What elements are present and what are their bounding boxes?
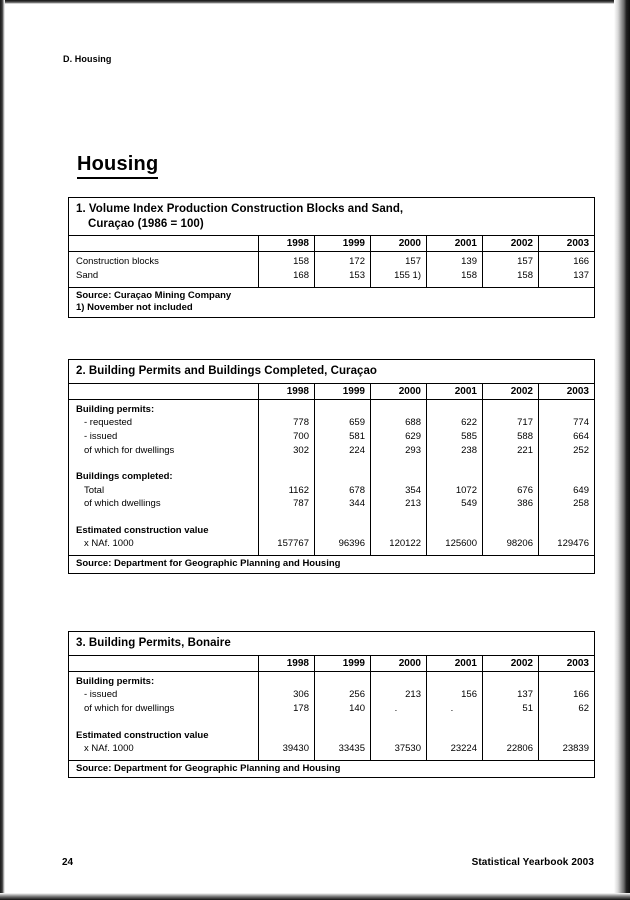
table-row-label: Total xyxy=(84,484,105,496)
table-cell: 158 xyxy=(517,270,533,282)
table-row xyxy=(69,430,258,444)
table-cell: 140 xyxy=(349,702,365,714)
table-cell xyxy=(371,403,426,417)
table-cell xyxy=(483,524,538,538)
table-2-year-header-1998: 1998 xyxy=(259,383,315,399)
table-2-title-line1: 2. Building Permits and Buildings Completed, Curaçao xyxy=(76,365,377,377)
section-header: D. Housing xyxy=(63,54,112,64)
table-cell xyxy=(539,403,594,417)
table-cell: 158 xyxy=(293,256,309,268)
table-1-header-corner xyxy=(69,236,259,252)
table-cell: 156 xyxy=(461,689,477,701)
table-row xyxy=(69,470,258,484)
table-cell: 125600 xyxy=(445,538,477,550)
table-1-year-header-2001: 2001 xyxy=(427,236,483,252)
table-1-label-column xyxy=(69,252,259,287)
table-cell xyxy=(259,511,314,524)
table-cell xyxy=(427,675,482,689)
table-cell: 51 xyxy=(522,702,533,714)
table-cell: 153 xyxy=(349,270,365,282)
table-3-title-line1: 3. Building Permits, Bonaire xyxy=(76,637,231,649)
table-cell xyxy=(371,524,426,538)
table-cell xyxy=(427,524,482,538)
table-cell: 23224 xyxy=(450,743,477,755)
table-cell xyxy=(483,457,538,470)
table-cell: 256 xyxy=(349,689,365,701)
table-cell xyxy=(315,716,370,729)
table-cell: 39430 xyxy=(282,743,309,755)
table-row xyxy=(69,524,258,538)
table-cell: 213 xyxy=(405,498,421,510)
table-cell xyxy=(371,716,426,729)
table-row-label: Buildings completed: xyxy=(76,471,173,483)
table-1-footnote-text: 1) November not included xyxy=(76,302,193,314)
table-1-value-column-1998 xyxy=(259,252,315,287)
table-1-title-line1: 1. Volume Index Production Construction Blocks and Sand, xyxy=(76,203,404,215)
table-2-value-column-2003 xyxy=(539,399,595,555)
table-3-source xyxy=(69,760,595,778)
table-cell: 386 xyxy=(517,498,533,510)
table-cell xyxy=(483,675,538,689)
table-cell xyxy=(371,729,426,743)
table-2-year-header-1999: 1999 xyxy=(315,383,371,399)
table-cell xyxy=(483,729,538,743)
table-cell: 224 xyxy=(349,444,365,456)
table-1-title-line2: Curaçao (1986 = 100) xyxy=(88,217,204,230)
table-2-value-column-2001 xyxy=(427,399,483,555)
table-row-label: of which for dwellings xyxy=(84,702,175,714)
table-1-year-header-1998: 1998 xyxy=(259,236,315,252)
table-cell xyxy=(539,716,594,729)
table-2-value-column-2000 xyxy=(371,399,427,555)
table-1-year-header-2003: 2003 xyxy=(539,236,595,252)
table-cell xyxy=(427,457,482,470)
table-cell: 676 xyxy=(517,484,533,496)
table-cell: 293 xyxy=(405,444,421,456)
table-row-label: - issued xyxy=(84,689,118,701)
table-cell: 688 xyxy=(405,417,421,429)
table-cell: 306 xyxy=(293,689,309,701)
table-row-label: Construction blocks xyxy=(76,256,159,268)
table-cell xyxy=(539,511,594,524)
table-row xyxy=(69,675,258,689)
table-3-value-column-1998 xyxy=(259,671,315,760)
table-3-source-text: Source: Department for Geographic Planning and Housing xyxy=(76,762,341,774)
table-cell: 1072 xyxy=(455,484,477,496)
table-cell: 664 xyxy=(573,430,589,442)
table-cell: 22806 xyxy=(506,743,533,755)
footer-page-number: 24 xyxy=(62,857,74,868)
table-cell: 588 xyxy=(517,430,533,442)
table-row xyxy=(69,497,258,511)
table-3-year-header-2001: 2001 xyxy=(427,655,483,671)
table-cell: 659 xyxy=(349,417,365,429)
table-cell xyxy=(427,716,482,729)
table-cell: . xyxy=(394,702,398,714)
table-cell xyxy=(315,511,370,524)
table-1-year-header-1999: 1999 xyxy=(315,236,371,252)
table-cell xyxy=(259,457,314,470)
table-1-year-header-2000: 2000 xyxy=(371,236,427,252)
table-cell xyxy=(315,675,370,689)
table-cell: 139 xyxy=(461,256,477,268)
table-row-label: Estimated construction value xyxy=(76,524,209,536)
table-cell: 252 xyxy=(573,444,589,456)
table-cell: 98206 xyxy=(506,538,533,550)
table-cell: 678 xyxy=(349,484,365,496)
table-cell xyxy=(259,675,314,689)
table-cell xyxy=(259,470,314,484)
table-cell: 168 xyxy=(293,270,309,282)
table-1 xyxy=(68,197,595,318)
table-cell xyxy=(315,470,370,484)
table-row xyxy=(69,457,258,470)
table-3-value-column-2002 xyxy=(483,671,539,760)
table-1-value-column-2002 xyxy=(483,252,539,287)
table-cell xyxy=(539,470,594,484)
table-cell: 778 xyxy=(293,417,309,429)
table-3-value-column-2003 xyxy=(539,671,595,760)
table-cell: 157 xyxy=(405,256,421,268)
table-cell: . xyxy=(450,702,454,714)
table-3-value-column-2000 xyxy=(371,671,427,760)
table-3-value-column-2001 xyxy=(427,671,483,760)
table-cell xyxy=(539,675,594,689)
table-cell xyxy=(539,457,594,470)
table-row xyxy=(69,742,258,756)
table-1-value-column-2001 xyxy=(427,252,483,287)
table-cell xyxy=(427,511,482,524)
table-cell: 581 xyxy=(349,430,365,442)
table-cell xyxy=(259,729,314,743)
table-3 xyxy=(68,631,595,778)
table-row-label: x NAf. 1000 xyxy=(84,743,134,755)
table-cell: 302 xyxy=(293,444,309,456)
table-1-value-column-1999 xyxy=(315,252,371,287)
table-1-source-text: Source: Curaçao Mining Company xyxy=(76,289,232,301)
table-2-year-header-2002: 2002 xyxy=(483,383,539,399)
table-cell xyxy=(483,403,538,417)
table-3-year-header-2002: 2002 xyxy=(483,655,539,671)
table-row-label: - requested xyxy=(84,417,133,429)
table-cell xyxy=(315,457,370,470)
table-1-source xyxy=(69,287,595,317)
table-cell xyxy=(371,675,426,689)
table-3-title xyxy=(69,632,595,656)
table-cell: 137 xyxy=(517,689,533,701)
table-row-label: Sand xyxy=(76,270,99,282)
table-cell: 774 xyxy=(573,417,589,429)
table-row-label: x NAf. 1000 xyxy=(84,538,134,550)
table-cell: 166 xyxy=(573,256,590,268)
table-cell xyxy=(483,511,538,524)
table-cell: 221 xyxy=(517,444,533,456)
table-cell: 549 xyxy=(461,498,477,510)
table-row-label: Estimated construction value xyxy=(76,729,209,741)
table-cell xyxy=(539,729,594,743)
table-cell: 157767 xyxy=(277,538,309,550)
table-cell: 717 xyxy=(517,417,533,429)
table-1-value-column-2003 xyxy=(539,252,595,287)
table-2-header-corner xyxy=(69,383,259,399)
table-cell xyxy=(427,403,482,417)
table-cell: 23839 xyxy=(562,743,589,755)
table-cell: 258 xyxy=(573,498,589,510)
table-2-source-text: Source: Department for Geographic Planning and Housing xyxy=(76,558,341,570)
table-cell xyxy=(483,470,538,484)
table-cell: 354 xyxy=(405,484,421,496)
table-cell xyxy=(315,403,370,417)
table-1-title xyxy=(69,198,595,236)
table-cell: 344 xyxy=(349,498,365,510)
table-cell xyxy=(259,524,314,538)
table-3-year-header-1998: 1998 xyxy=(259,655,315,671)
table-3-year-header-1999: 1999 xyxy=(315,655,371,671)
table-2-label-column xyxy=(69,399,259,555)
table-2 xyxy=(68,359,595,574)
table-cell: 1162 xyxy=(288,484,309,496)
table-row xyxy=(69,729,258,743)
table-2-year-header-2000: 2000 xyxy=(371,383,427,399)
table-cell xyxy=(483,716,538,729)
table-1-year-header-2002: 2002 xyxy=(483,236,539,252)
table-cell: 238 xyxy=(461,444,477,456)
table-row xyxy=(69,403,258,417)
table-cell: 37530 xyxy=(394,743,421,755)
table-cell: 33435 xyxy=(338,743,365,755)
table-cell xyxy=(371,511,426,524)
footer-publication-title: Statistical Yearbook 2003 xyxy=(471,857,594,868)
table-cell: 155 1) xyxy=(394,270,421,282)
table-cell xyxy=(315,524,370,538)
table-cell xyxy=(371,457,426,470)
table-3-label-column xyxy=(69,671,259,760)
table-row-label: Building permits: xyxy=(76,675,155,687)
table-cell xyxy=(371,470,426,484)
table-2-year-header-2003: 2003 xyxy=(539,383,595,399)
table-cell: 166 xyxy=(573,689,589,701)
table-1-value-column-2000 xyxy=(371,252,427,287)
table-row-label xyxy=(76,512,79,523)
table-cell: 649 xyxy=(573,484,589,496)
table-3-header-corner xyxy=(69,655,259,671)
table-cell xyxy=(427,470,482,484)
table-row-label: of which for dwellings xyxy=(84,444,175,456)
table-cell xyxy=(259,403,314,417)
table-row xyxy=(69,484,258,498)
table-row xyxy=(69,444,258,458)
table-row-label xyxy=(76,717,79,728)
table-row xyxy=(69,255,258,269)
table-row xyxy=(69,416,258,430)
table-cell xyxy=(259,716,314,729)
table-cell: 157 xyxy=(517,256,533,268)
table-cell: 96396 xyxy=(338,538,365,550)
table-row-label xyxy=(76,458,79,469)
table-2-title xyxy=(69,360,595,384)
table-2-value-column-1999 xyxy=(315,399,371,555)
table-row xyxy=(69,702,258,716)
table-row-label: of which dwellings xyxy=(84,498,161,510)
table-row xyxy=(69,537,258,551)
table-2-value-column-1998 xyxy=(259,399,315,555)
table-cell: 172 xyxy=(349,256,365,268)
table-row xyxy=(69,511,258,524)
table-3-value-column-1999 xyxy=(315,671,371,760)
table-cell: 62 xyxy=(578,702,589,714)
table-cell xyxy=(427,729,482,743)
table-cell xyxy=(539,524,594,538)
table-3-year-header-2003: 2003 xyxy=(539,655,595,671)
table-2-source xyxy=(69,556,595,574)
table-3-year-header-2000: 2000 xyxy=(371,655,427,671)
table-cell: 787 xyxy=(293,498,309,510)
table-2-year-header-2001: 2001 xyxy=(427,383,483,399)
table-cell: 178 xyxy=(293,702,309,714)
table-row xyxy=(69,269,258,283)
table-cell: 585 xyxy=(461,430,477,442)
page-title: Housing xyxy=(77,154,158,179)
table-cell: 120122 xyxy=(389,538,421,550)
table-cell: 158 xyxy=(461,270,477,282)
table-cell: 213 xyxy=(405,689,421,701)
table-row xyxy=(69,716,258,729)
table-cell: 129476 xyxy=(557,538,589,550)
table-cell xyxy=(315,729,370,743)
table-cell: 700 xyxy=(293,430,309,442)
table-cell: 629 xyxy=(405,430,421,442)
table-row xyxy=(69,688,258,702)
table-row-label: Building permits: xyxy=(76,403,155,415)
table-2-value-column-2002 xyxy=(483,399,539,555)
table-cell: 137 xyxy=(573,270,590,282)
table-cell: 622 xyxy=(461,417,477,429)
table-row-label: - issued xyxy=(84,430,118,442)
